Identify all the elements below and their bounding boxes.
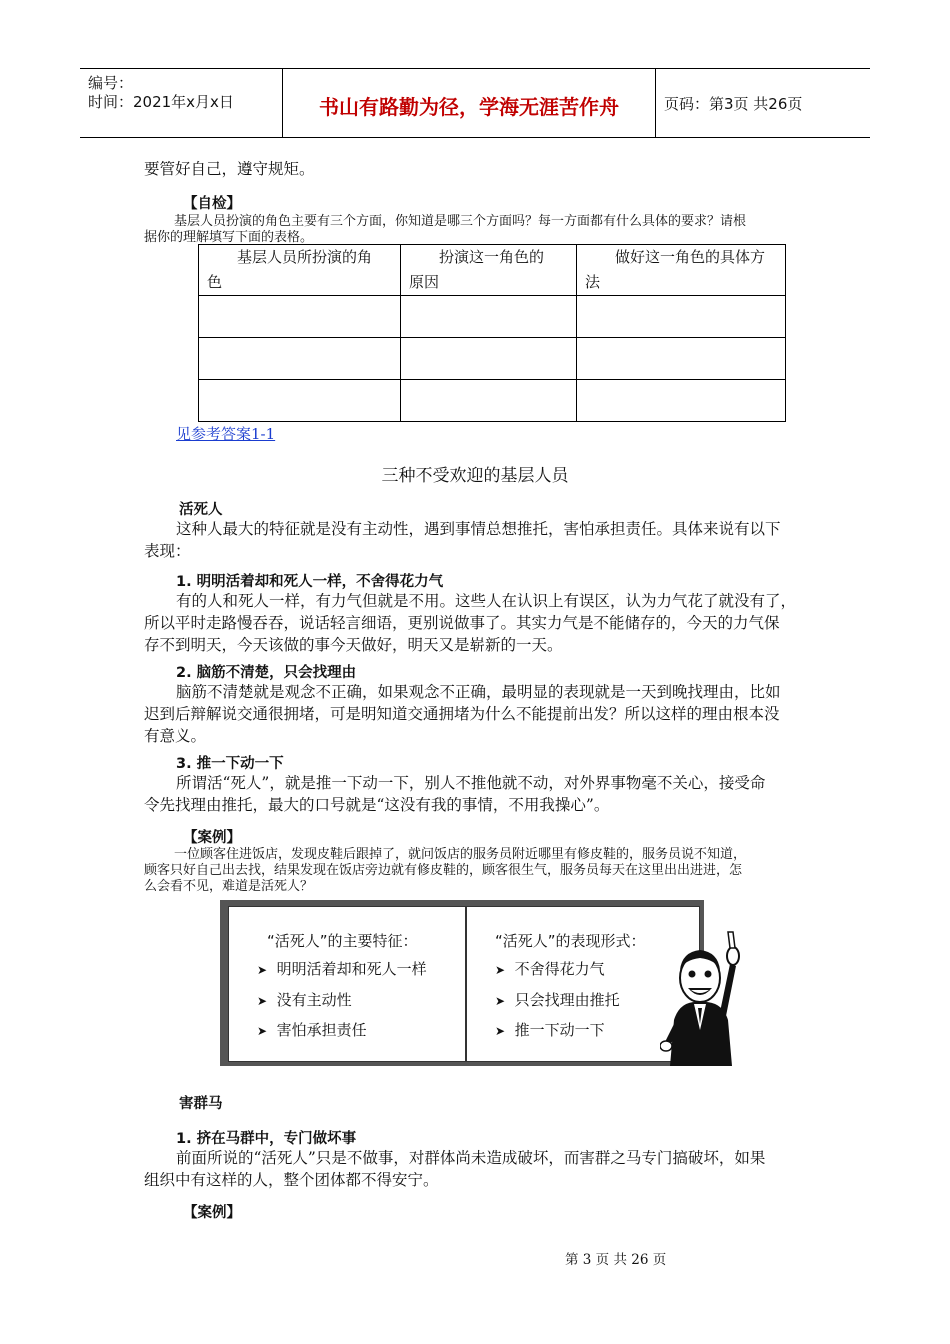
- table-cell[interactable]: [401, 296, 577, 338]
- table-cell[interactable]: [199, 296, 401, 338]
- answer-link[interactable]: 见参考答案1-1: [176, 425, 276, 443]
- black-sheep-point1-line-1: 前面所说的“活死人”只是不做事，对群体尚未造成破坏，而害群之马专门搞破坏，如果: [176, 1149, 766, 1167]
- header-number: 编号：: [88, 74, 134, 92]
- self-check-text-2: 据你的理解填写下面的表格。: [144, 230, 314, 245]
- table-cell[interactable]: [401, 338, 577, 380]
- section-title: 三种不受欢迎的基层人员: [381, 466, 569, 486]
- table-cell[interactable]: [577, 380, 786, 422]
- table-cell[interactable]: [199, 338, 401, 380]
- figure-left-item: [257, 959, 427, 980]
- point3-line-1: 所谓活“死人”，就是推一下动一下，别人不推他就不动，对外界事物毫不关心，接受命: [176, 774, 766, 792]
- figure-divider: [465, 907, 467, 1061]
- arrow-bullet-icon: ➤: [257, 963, 268, 977]
- header-date: 时间：2021年x月x日: [88, 93, 234, 111]
- header-motto: 书山有路勤为径，学海无涯苦作舟: [319, 95, 619, 119]
- black-sheep-point1-line-2: 组织中有这样的人，整个团体都不得安宁。: [144, 1171, 439, 1189]
- page-header: [80, 68, 870, 138]
- arrow-bullet-icon: ➤: [257, 994, 268, 1008]
- case-line-2: 顾客只好自己出去找，结果发现在饭店旁边就有修皮鞋的，顾客很生气，服务员每天在这里出出进进，怎: [144, 863, 743, 878]
- figure-left-item: [257, 990, 352, 1011]
- figure-left-item-text: 害怕承担责任: [276, 1021, 367, 1039]
- figure-right-item: [495, 959, 605, 980]
- point2-line-1: 脑筋不清楚就是观念不正确，如果观念不正确，最明显的表现就是一天到晚找理由，比如: [176, 683, 781, 701]
- point2-heading: 2. 脑筋不清楚，只会找理由: [176, 665, 357, 681]
- figure-right-item: [495, 990, 620, 1011]
- figure-left-item-text: 没有主动性: [276, 991, 352, 1009]
- table-cell[interactable]: [577, 338, 786, 380]
- point1-line-2: 所以平时走路慢吞吞，说话轻言细语，更别说做事了。其实力气是不能储存的，今天的力气保: [144, 614, 780, 632]
- table-row: [199, 296, 786, 338]
- table-header-row: [199, 245, 786, 296]
- point1-heading: 1. 明明活着却和死人一样，不舍得花力气: [176, 574, 444, 590]
- point3-line-2: 令先找理由推托，最大的口号就是“这没有我的事情，不用我操心”。: [144, 796, 610, 814]
- table-cell[interactable]: [401, 380, 577, 422]
- page-footer: 第 3 页 共 26 页: [565, 1252, 667, 1268]
- table-header-cell: [401, 245, 577, 296]
- self-check-table: [198, 244, 786, 422]
- table-header-line: 色: [207, 273, 223, 291]
- cartoon-man-icon: [660, 920, 740, 1066]
- table-header-cell: [199, 245, 401, 296]
- case-line-3: 么会看不见，难道是活死人？: [144, 879, 314, 894]
- walking-dead-intro-1: 这种人最大的特征就是没有主动性，遇到事情总想推托，害怕承担责任。具体来说有以下: [176, 520, 781, 538]
- figure-right-item: [495, 1020, 605, 1041]
- case-line-1: 一位顾客住进饭店，发现皮鞋后跟掉了，就问饭店的服务员附近哪里有修皮鞋的，服务员说不知道，: [174, 847, 747, 862]
- figure-box: [228, 906, 700, 1062]
- figure-right-item-text: 不舍得花力气: [514, 960, 605, 978]
- point1-line-1: 有的人和死人一样，有力气但就是不用。这些人在认识上有误区，认为力气花了就没有了，: [176, 592, 797, 610]
- walking-dead-intro-2: 表现：: [144, 542, 191, 560]
- header-page-cell: [656, 69, 870, 137]
- header-meta-cell: [80, 69, 283, 137]
- header-motto-cell: [283, 69, 656, 137]
- arrow-bullet-icon: ➤: [495, 1024, 506, 1038]
- table-header-line: 做好这一角色的具体方: [615, 248, 766, 266]
- figure-left-item: [257, 1020, 367, 1041]
- table-header-line: 基层人员所扮演的角: [237, 248, 373, 266]
- black-sheep-point1-heading: 1. 挤在马群中，专门做坏事: [176, 1131, 357, 1147]
- intro-line: 要管好自己，遵守规矩。: [144, 160, 315, 178]
- header-page-info: 页码：第3页 共26页: [664, 95, 803, 113]
- walking-dead-figure: [220, 900, 740, 1066]
- table-header-line: 扮演这一角色的: [439, 248, 545, 266]
- table-row: [199, 338, 786, 380]
- figure-right-item-text: 推一下动一下: [514, 1021, 605, 1039]
- point3-heading: 3. 推一下动一下: [176, 756, 284, 772]
- case-heading: 【案例】: [183, 830, 241, 846]
- table-cell[interactable]: [577, 296, 786, 338]
- figure-left-item-text: 明明活着却和死人一样: [276, 960, 427, 978]
- table-header-line: 法: [585, 273, 601, 291]
- table-header-cell: [577, 245, 786, 296]
- self-check-text-1: 基层人员扮演的角色主要有三个方面，你知道是哪三个方面吗？每一方面都有什么具体的要求？请根: [174, 214, 747, 229]
- figure-left-title: “活死人”的主要特征：: [267, 932, 418, 950]
- arrow-bullet-icon: ➤: [495, 994, 506, 1008]
- point2-line-2: 迟到后辩解说交通很拥堵，可是明知道交通拥堵为什么不能提前出发？所以这样的理由根本没: [144, 705, 780, 723]
- point2-line-3: 有意义。: [144, 727, 207, 745]
- self-check-heading: 【自检】: [183, 196, 241, 212]
- table-row: [199, 380, 786, 422]
- black-sheep-case-heading: 【案例】: [183, 1205, 241, 1221]
- table-header-line: 原因: [409, 273, 440, 291]
- point1-line-3: 存不到明天，今天该做的事今天做好，明天又是崭新的一天。: [144, 636, 563, 654]
- figure-right-title: “活死人”的表现形式：: [495, 932, 646, 950]
- arrow-bullet-icon: ➤: [495, 963, 506, 977]
- arrow-bullet-icon: ➤: [257, 1024, 268, 1038]
- black-sheep-heading: 害群马: [179, 1096, 223, 1112]
- figure-right-item-text: 只会找理由推托: [514, 991, 620, 1009]
- table-cell[interactable]: [199, 380, 401, 422]
- walking-dead-heading: 活死人: [179, 502, 223, 518]
